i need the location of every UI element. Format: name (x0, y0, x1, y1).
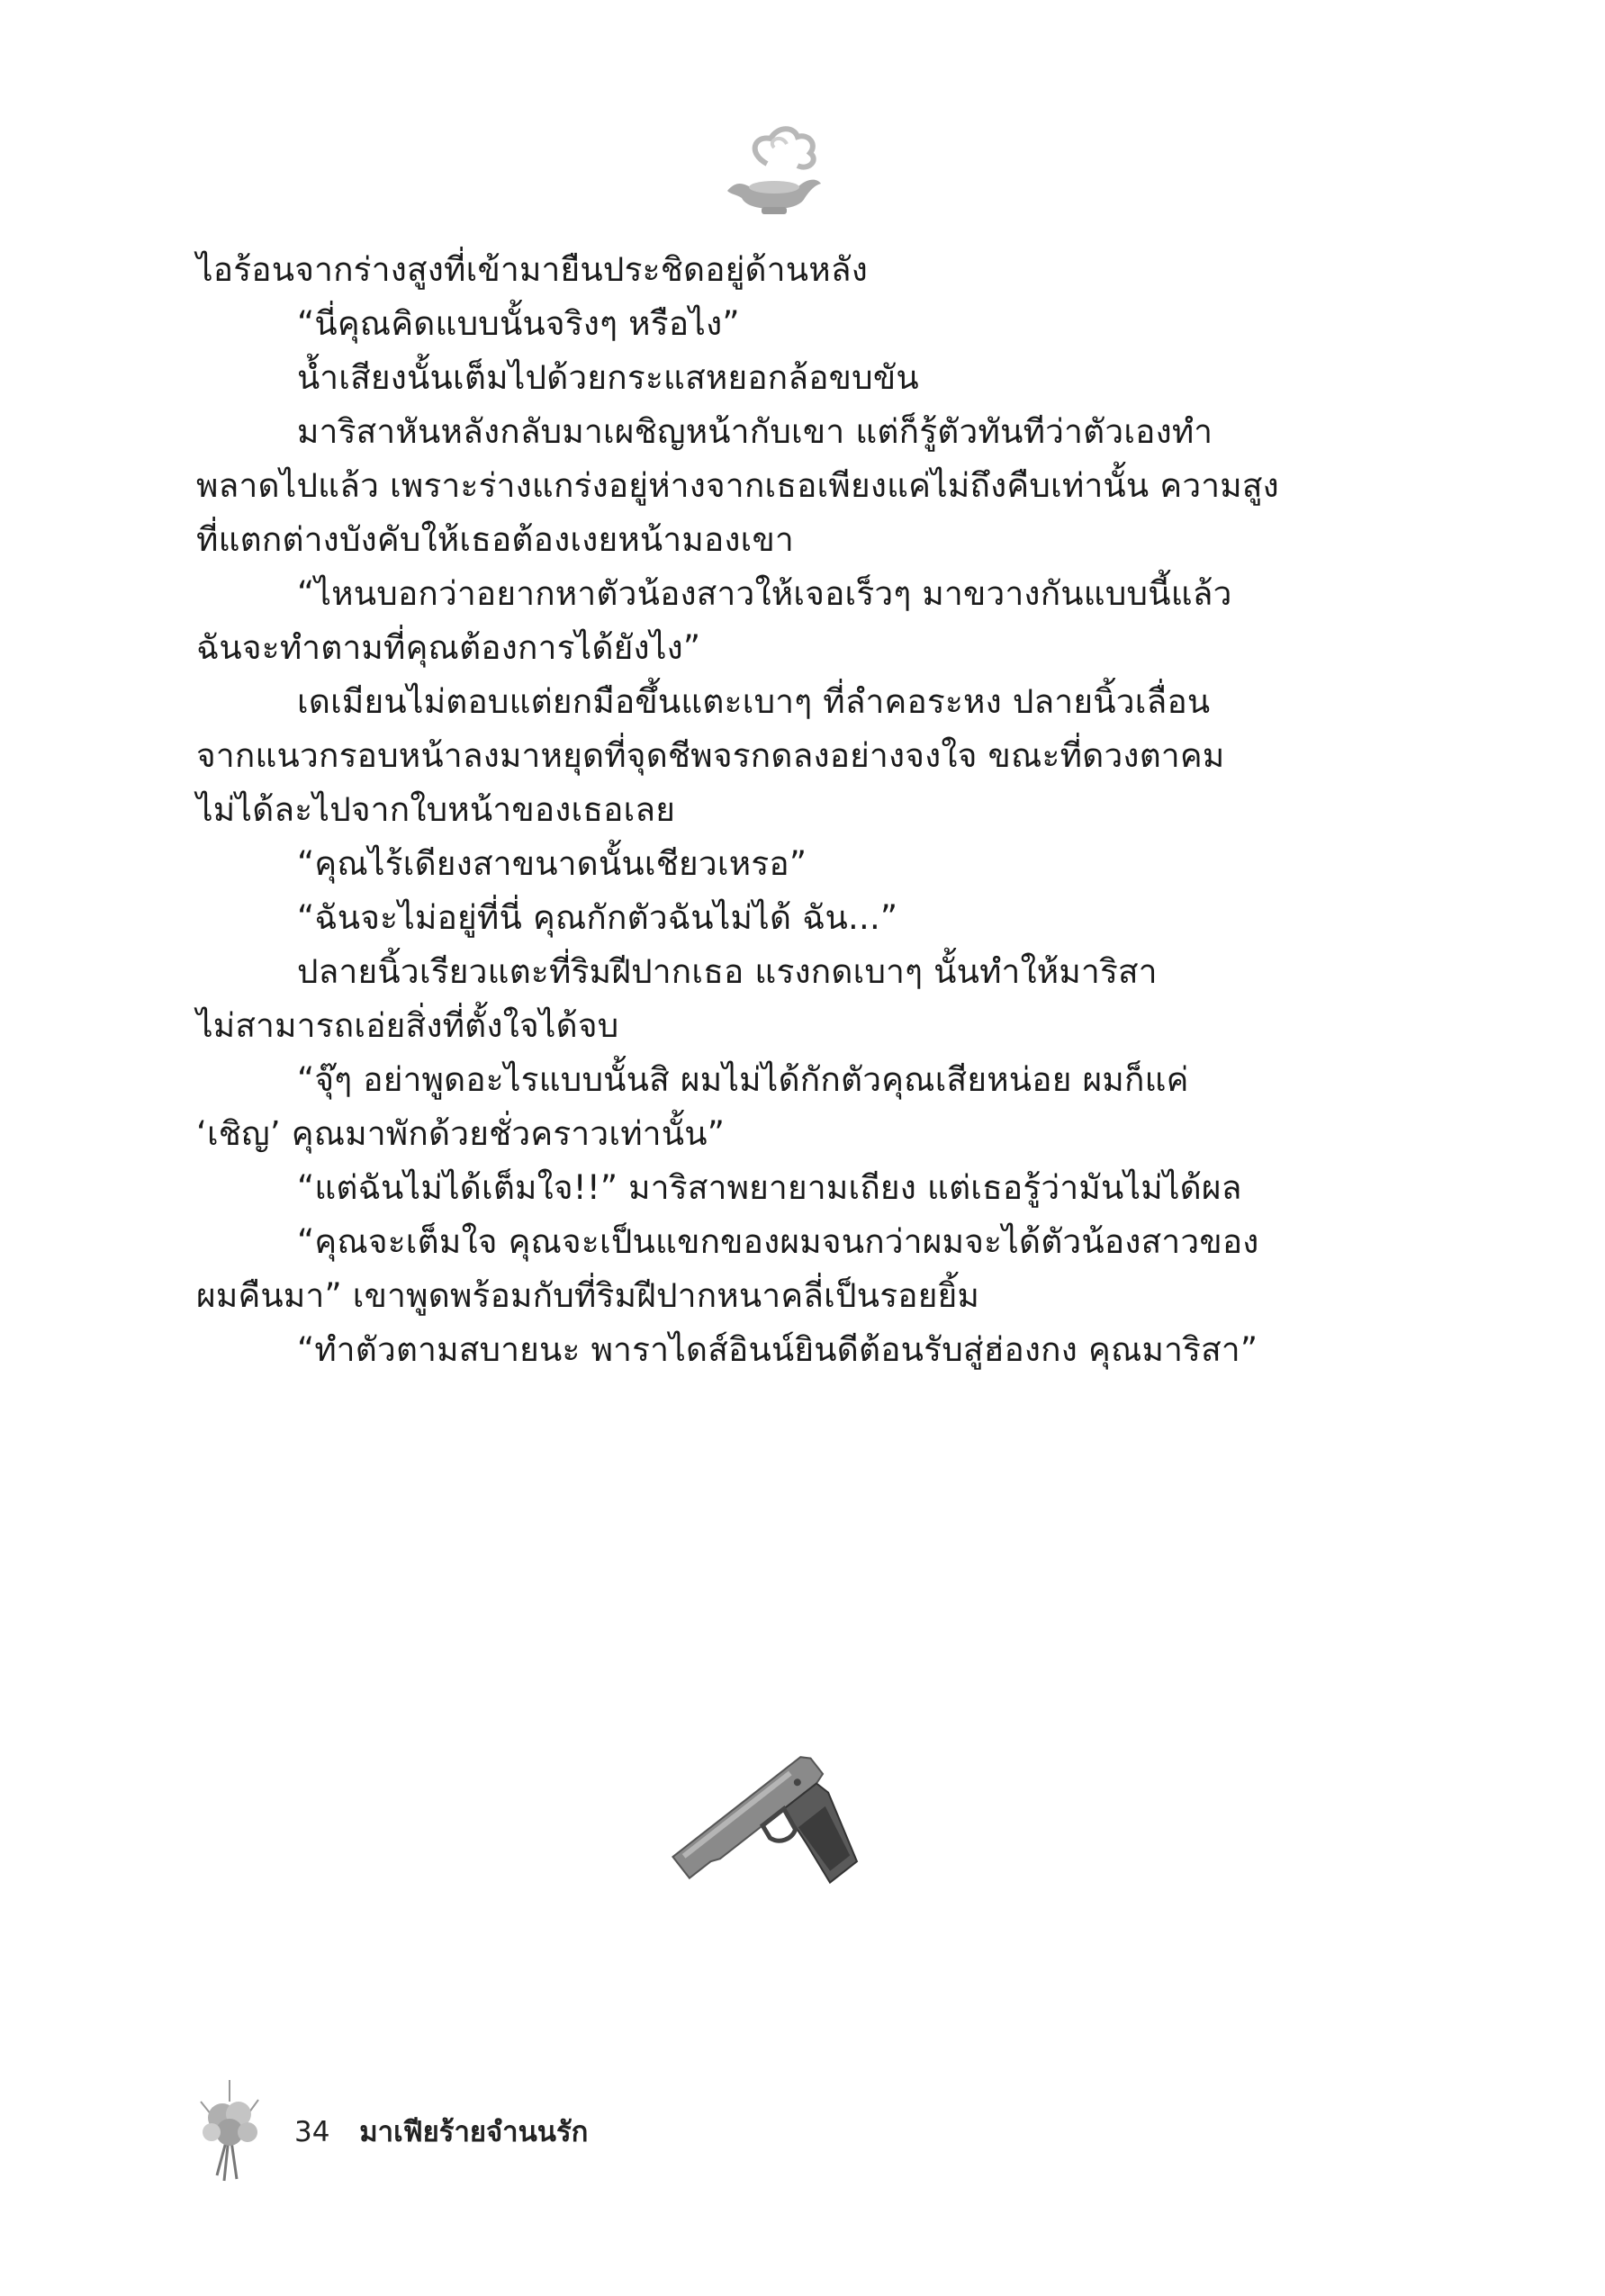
text-line: “จุ๊ๆ อย่าพูดอะไรแบบนั้นสิ ผมไม่ได้กักตัวคุณเสียหน่อย ผมก็แค่ (297, 1060, 1189, 1099)
footer-text (294, 2109, 588, 2154)
text-line: จากแนวกรอบหน้าลงมาหยุดที่จุดชีพจรกดลงอย่างจงใจ ขณะที่ดวงตาคม (196, 736, 1225, 775)
text-line: “คุณจะเต็มใจ คุณจะเป็นแขกของผมจนกว่าผมจะได้ตัวน้องสาวของ (297, 1222, 1259, 1261)
body-text (196, 243, 1330, 1377)
page-number: 34 (294, 2116, 330, 2148)
page-footer (185, 2075, 815, 2183)
text-line: ฉันจะทำตามที่คุณต้องการได้ยังไง” (196, 628, 701, 667)
text-line: ที่แตกต่างบังคับให้เธอต้องเงยหน้ามองเขา (196, 520, 794, 559)
text-line: ปลายนิ้วเรียวแตะที่ริมฝีปากเธอ แรงกดเบาๆ นั้นทำให้มาริสา (297, 952, 1158, 991)
text-line: “ฉันจะไม่อยู่ที่นี่ คุณกักตัวฉันไม่ได้ ฉัน...” (297, 898, 898, 937)
text-line: “นี่คุณคิดแบบนั้นจริงๆ หรือไง” (297, 304, 740, 343)
text-line: “ไหนบอกว่าอยากหาตัวน้องสาวให้เจอเร็วๆ มาขวางกันแบบนี้แล้ว (297, 574, 1232, 613)
text-line: เดเมียนไม่ตอบแต่ยกมือขึ้นแตะเบาๆ ที่ลำคอระหง ปลายนิ้วเลื่อน (297, 682, 1211, 721)
text-line: ผมคืนมา” เขาพูดพร้อมกับที่ริมฝีปากหนาคลี่เป็นรอยยิ้ม (196, 1276, 980, 1315)
text-line: ไอร้อนจากร่างสูงที่เข้ามายืนประชิดอยู่ด้านหลัง (196, 250, 868, 289)
lamp-ornament-icon (711, 108, 828, 225)
flower-bouquet-icon (185, 2075, 275, 2183)
text-line: ‘เชิญ’ คุณมาพักด้วยชั่วคราวเท่านั้น” (196, 1114, 726, 1153)
text-line: น้ำเสียงนั้นเต็มไปด้วยกระแสหยอกล้อขบขัน (297, 358, 919, 397)
text-line: มาริสาหันหลังกลับมาเผชิญหน้ากับเขา แต่ก็รู้ตัวทันทีว่าตัวเองทำ (297, 412, 1213, 451)
book-title: มาเฟียร้ายจำนนรัก (359, 2116, 589, 2148)
text-line: “ทำตัวตามสบายนะ พาราไดส์อินน์ยินดีต้อนรับสู่ฮ่องกง คุณมาริสา” (297, 1330, 1258, 1369)
pistol-icon (662, 1733, 869, 1940)
text-line: ไม่ได้ละไปจากใบหน้าของเธอเลย (196, 790, 676, 829)
text-line: “คุณไร้เดียงสาขนาดนั้นเชียวเหรอ” (297, 844, 807, 883)
text-line: ไม่สามารถเอ่ยสิ่งที่ตั้งใจได้จบ (196, 1006, 619, 1045)
text-line: “แต่ฉันไม่ได้เต็มใจ!!” มาริสาพยายามเถียง แต่เธอรู้ว่ามันไม่ได้ผล (297, 1168, 1242, 1207)
text-line: พลาดไปแล้ว เพราะร่างแกร่งอยู่ห่างจากเธอเพียงแค่ไม่ถึงคืบเท่านั้น ความสูง (196, 466, 1279, 505)
